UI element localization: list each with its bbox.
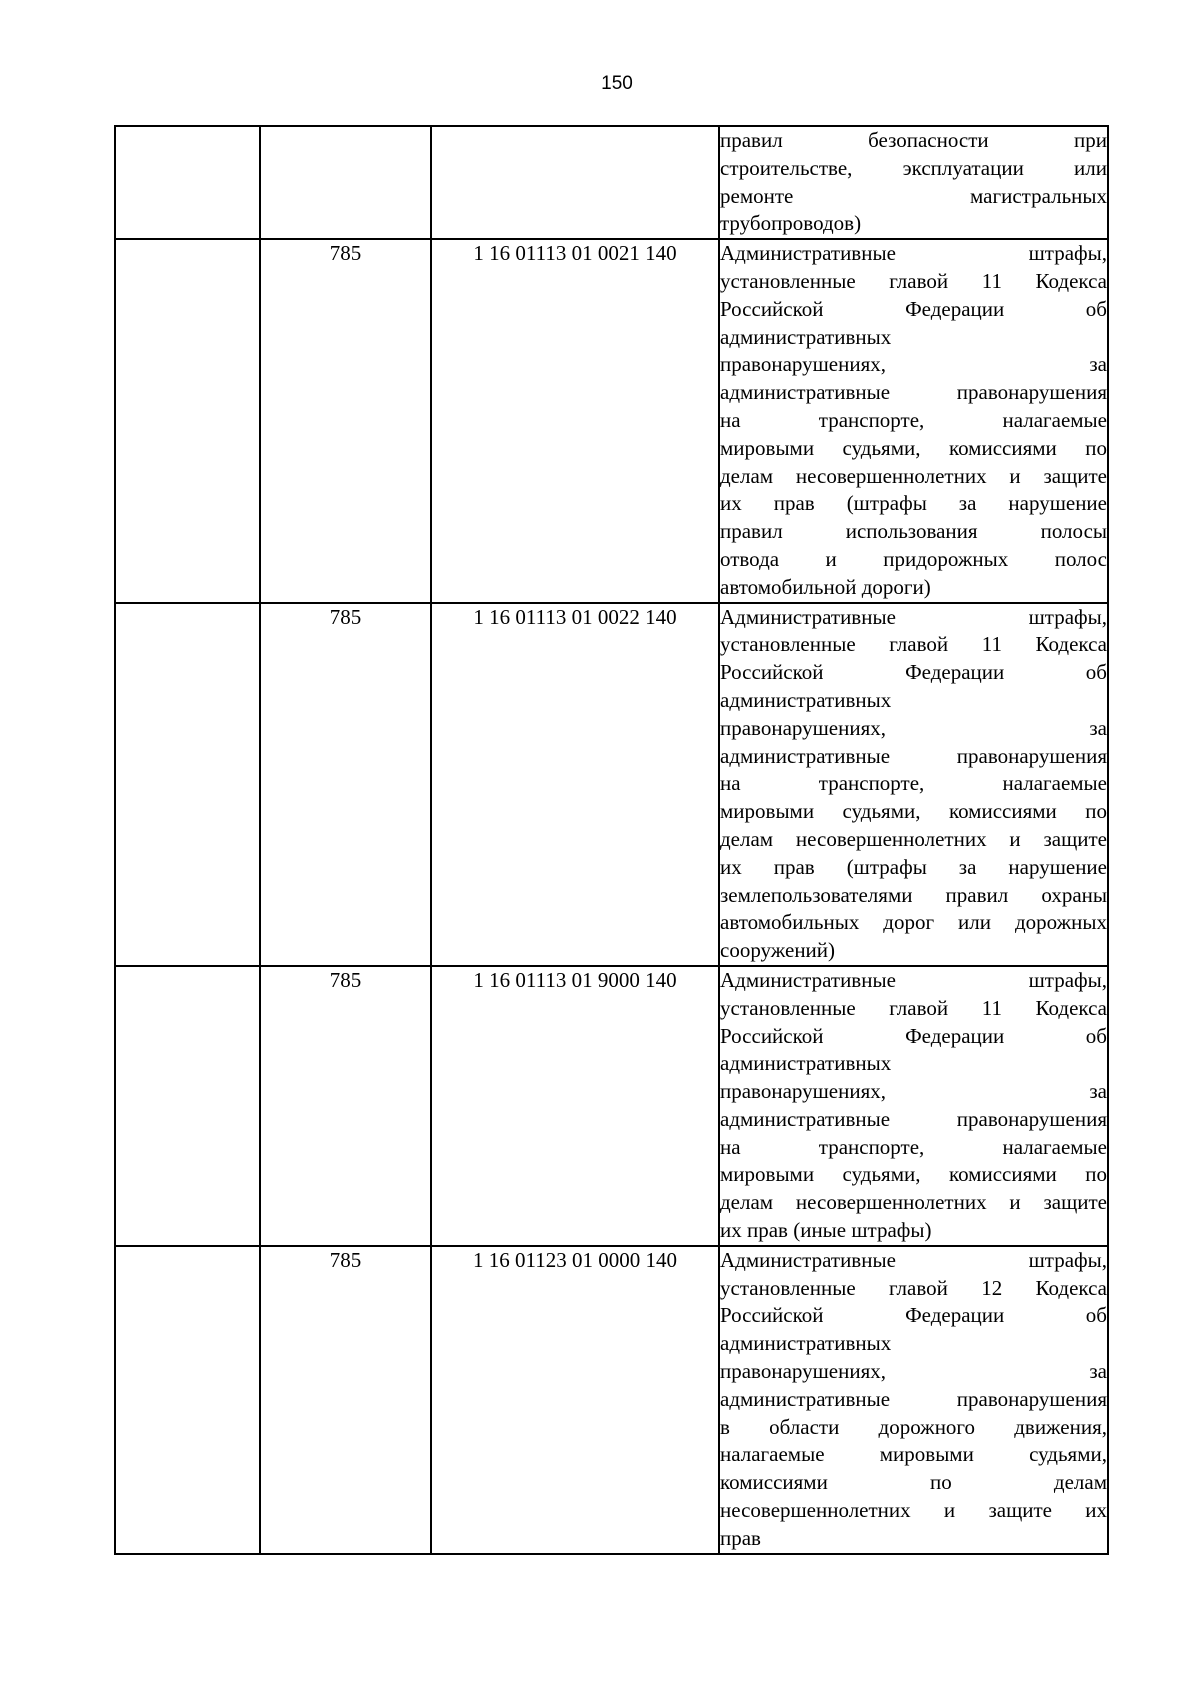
administrator-code-cell: 785 [260,1246,431,1554]
revenue-description-cell [719,603,1108,966]
description-line: мировыми судьями, комиссиями по [720,799,1107,824]
description-line: мировыми судьями, комиссиями по [720,435,1107,460]
row-number-cell [115,1246,260,1554]
row-number-cell [115,966,260,1246]
administrator-code-cell: 785 [260,603,431,966]
description-line: их прав (штрафы за нарушение [720,854,1107,879]
description-line: комиссиями по делам [720,1470,1107,1495]
description-line: административные правонарушения [720,1106,1107,1131]
description-line: налагаемые мировыми судьями, [720,1442,1107,1467]
description-line: делам несовершеннолетних и защите [720,1190,1107,1215]
description-line: отвода и придорожных полос [720,546,1107,571]
revenue-description-cell [719,966,1108,1246]
description-line: правонарушениях, за [720,1079,1107,1104]
description-line: сооружений) [720,938,836,963]
administrator-code-cell: 785 [260,966,431,1246]
description-line: Административные штрафы, [720,241,1107,266]
budget-code-cell: 1 16 01113 01 9000 140 [431,966,719,1246]
description-line: установленные главой 11 Кодекса [720,632,1107,657]
description-line: Административные штрафы, [720,967,1107,992]
description-line: правонарушениях, за [720,1359,1107,1384]
description-line: на транспорте, налагаемые [720,771,1107,796]
description-line: делам несовершеннолетних и защите [720,826,1107,851]
administrator-code-cell [260,126,431,239]
description-line: землепользователями правил охраны [720,882,1107,907]
description-line: административных [720,687,892,712]
description-line: административных [720,324,892,349]
description-line: в области дорожного движения, [720,1414,1107,1439]
revenue-description-cell [719,126,1108,239]
revenue-description-cell [719,239,1108,602]
description-line: установленные главой 12 Кодекса [720,1275,1107,1300]
budget-code-cell [431,126,719,239]
description-line: административные правонарушения [720,1386,1107,1411]
description-line: на транспорте, налагаемые [720,1134,1107,1159]
description-line: административных [720,1051,892,1076]
row-number-cell [115,126,260,239]
revenue-description-cell [719,1246,1108,1554]
description-line: административных [720,1331,892,1356]
budget-code-cell: 1 16 01113 01 0022 140 [431,603,719,966]
description-line: правил использования полосы [720,519,1107,544]
description-line: Административные штрафы, [720,1247,1107,1272]
table-row [115,1246,1108,1554]
description-line: административные правонарушения [720,743,1107,768]
row-number-cell [115,239,260,602]
description-line: автомобильных дорог или дорожных [720,910,1107,935]
description-line: их прав (штрафы за нарушение [720,491,1107,516]
description-line: их прав (иные штрафы) [720,1218,932,1243]
budget-classification-table [114,125,1109,1555]
description-line: административные правонарушения [720,380,1107,405]
page-number: 150 [601,73,633,94]
table-row [115,126,1108,239]
description-line: правонарушениях, за [720,715,1107,740]
table-row [115,966,1108,1246]
description-line: правил безопасности при [720,128,1107,152]
description-line: Российской Федерации об [720,1303,1107,1328]
description-line: прав [720,1525,761,1550]
description-line: делам несовершеннолетних и защите [720,463,1107,488]
description-line: мировыми судьями, комиссиями по [720,1162,1107,1187]
description-line: несовершеннолетних и защите их [720,1498,1107,1523]
description-line: Российской Федерации об [720,1023,1107,1048]
administrator-code-cell: 785 [260,239,431,602]
description-line: автомобильной дороги) [720,574,931,599]
description-line: строительстве, эксплуатации или [720,155,1107,180]
description-line: правонарушениях, за [720,352,1107,377]
description-line: установленные главой 11 Кодекса [720,995,1107,1020]
description-line: Административные штрафы, [720,604,1107,629]
table-row [115,239,1108,602]
description-line: на транспорте, налагаемые [720,407,1107,432]
table-row [115,603,1108,966]
description-line: трубопроводов) [720,211,862,236]
budget-code-cell: 1 16 01123 01 0000 140 [431,1246,719,1554]
description-line: ремонте магистральных [720,183,1107,208]
description-line: Российской Федерации об [720,296,1107,321]
description-line: установленные главой 11 Кодекса [720,268,1107,293]
description-line: Российской Федерации об [720,660,1107,685]
budget-code-cell: 1 16 01113 01 0021 140 [431,239,719,602]
row-number-cell [115,603,260,966]
